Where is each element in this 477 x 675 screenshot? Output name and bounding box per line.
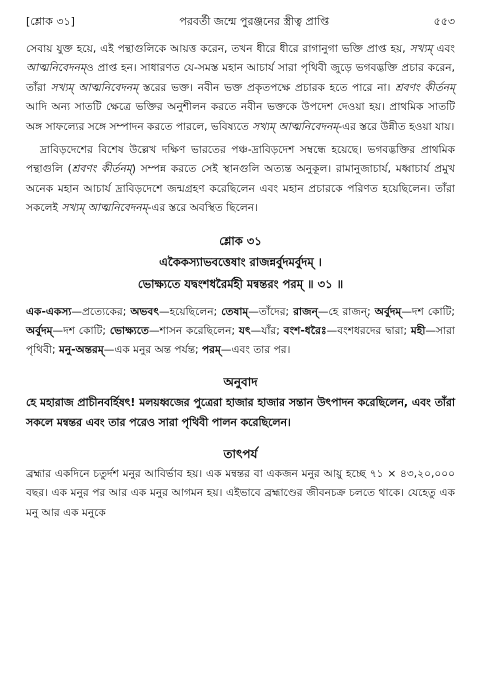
synonym-meaning: দশ কোটি; — [411, 305, 455, 318]
synonym-meaning: হে রাজন্; — [328, 305, 375, 318]
translation-text: হে মহারাজ প্রাচীনবর্হিষৎ! মলয়ধ্বজের পুত্রেরা হাজার হাজার সন্তান উৎপাদন করেছিলেন, এবং তাঁরা সকলে মন্বন্তর এবং তার পরেও সারা পৃথিবী পালন করেছিলেন। — [26, 395, 455, 429]
synonyms-paragraph: এক-একস্য—প্রত্যেকের; অভবৎ—হয়েছিলেন; তেষাম্—তাঁদের; রাজন্—হে রাজন্; অর্বুদম্—দশ কোটি; অর্বুদম্—দশ কোটি; ভোক্ষ্যতে—শাসন করেছিলেন; যৎ—যাঁর; বংশ-ধরৈঃ—বংশধরদের দ্বারা; মহী—সারা পৃথিবী; মনু-অন্তরম্—এক মনুর অন্ত পর্যন্ত; পরম্—এবং তার পর। — [26, 305, 455, 357]
synonym-term: অভবৎ — [130, 305, 159, 318]
synonym-term: পরম্ — [201, 344, 221, 357]
synonym-term: তেষাম্ — [221, 305, 249, 318]
synonym-meaning: শাসন করেছিলেন; — [159, 325, 239, 338]
synonym-meaning: হয়েছিলেন; — [169, 305, 222, 318]
intro-paragraph-1: সেবায় যুক্ত হয়ে, এই পন্থাগুলিকে আয়ত্ত করেন, তখন ধীরে ধীরে রাগানুগা ভক্তি প্রাপ্ত হয়, সখ্যম্ এবং আত্মনিবেদনম্ও প্রাপ্ত হন। সাধারণত যে-সমস্ত মহান আচার্য সারা পৃথিবী জুড়ে ভগবদ্ভক্তি প্রচার করেন, তাঁরা সখ্যম্ আত্মনিবেদনম্ স্তরের ভক্ত। নবীন ভক্ত প্রকৃতপক্ষে প্রচারক হতে পারে না। শ্রবণং কীর্তনম্ আদি অন্য সাতটি ক্ষেত্রে ভক্তির অনুশীলন করতে নবীন ভক্তকে উপদেশ দেওয়া হয়। প্রাথমিক সাতটি অঙ্গ সাফল্যের সঙ্গে সম্পাদন করতে পারলে, ভবিষ্যতে সখ্যম্ আত্মনিবেদনম্-এর স্তরে উন্নীত হওয়া যায়। — [26, 43, 455, 133]
purport-text: ব্রহ্মার একদিনে চতুর্দশ মনুর আবির্ভাব হয়। এক মন্বন্তর বা একজন মনুর আয়ু হচ্ছে ৭১ × ৪৩,২০,০০০ বছর। এক মনুর পর আর এক মনুর আগমন হয়। এইভাবে ব্রহ্মাণ্ডের জীবনচক্র চলতে থাকে। যেহেতু এক মনু আর এক মনুকে — [26, 467, 455, 519]
translation-title: অনুবাদ — [223, 374, 258, 389]
purport-title: তাৎপর্য — [223, 446, 258, 461]
synonym-term: অর্বুদম্ — [374, 305, 402, 318]
verse-line-2: ভোক্ষ্যতে যদ্বংশধরৈর্মহী মন্বন্তরং পরম্ ॥ ৩১ ॥ — [137, 276, 344, 291]
chapter-title: পরবর্তী জন্মে পুরঞ্জনের স্ত্রীত্ব প্রাপ্তি — [179, 15, 330, 28]
synonym-meaning: প্রত্যেকের; — [82, 305, 131, 318]
synonym-meaning: যাঁর; — [261, 325, 284, 338]
page-header — [26, 0, 455, 32]
verse-reference: [শ্লোক ৩১] — [26, 15, 75, 28]
synonym-meaning: তাঁদের; — [258, 305, 294, 318]
synonym-term: এক-একস্য — [26, 305, 72, 318]
page-number: ৫৫৩ — [433, 15, 455, 28]
synonym-meaning: সারা পৃথিবী; — [26, 325, 455, 357]
intro-paragraph-2: দ্রাবিড়দেশের বিশেষ উল্লেখ দক্ষিণ ভারতের পঞ্চ-দ্রাবিড়দেশ সম্বন্ধে হয়েছে। ভগবদ্ভক্তির প্রাথমিক পন্থাগুলি (শ্রবণং কীর্তনম্) সম্পন্ন করতে সেই স্থানগুলি অত্যন্ত অনুকূল। রামানুজাচার্য, মধ্বাচার্য প্রমুখ অনেক মহান আচার্য দ্রাবিড়দেশে জন্মগ্রহণ করেছিলেন এবং মহান প্রচারকে পরিণত হয়েছিলেন। তাঁরা সকলেই সখ্যম্ আত্মনিবেদনম্-এর স্তরে অবস্থিত ছিলেন। — [26, 144, 455, 215]
verse-line-1: একৈকস্যাভবত্তেষাং রাজন্নর্বুদমর্বুদম্ । — [159, 254, 322, 269]
verse-heading: শ্লোক ৩১ — [219, 233, 262, 248]
synonym-term: রাজন্ — [293, 305, 318, 318]
synonym-term: বংশ-ধরৈঃ — [283, 325, 327, 338]
synonym-term: মহী — [410, 325, 426, 338]
synonym-term: অর্বুদম্ — [26, 325, 53, 338]
synonym-meaning: এক মনুর অন্ত পর্যন্ত; — [114, 344, 202, 357]
synonym-meaning: দশ কোটি; — [63, 325, 110, 338]
synonym-term: যৎ — [238, 325, 251, 338]
synonym-term: মনু-অন্তরম্ — [58, 344, 104, 357]
synonym-meaning: বংশধরদের দ্বারা; — [337, 325, 411, 338]
synonym-meaning: এবং তার পর। — [231, 344, 291, 357]
synonym-term: ভোক্ষ্যতে — [109, 325, 149, 338]
